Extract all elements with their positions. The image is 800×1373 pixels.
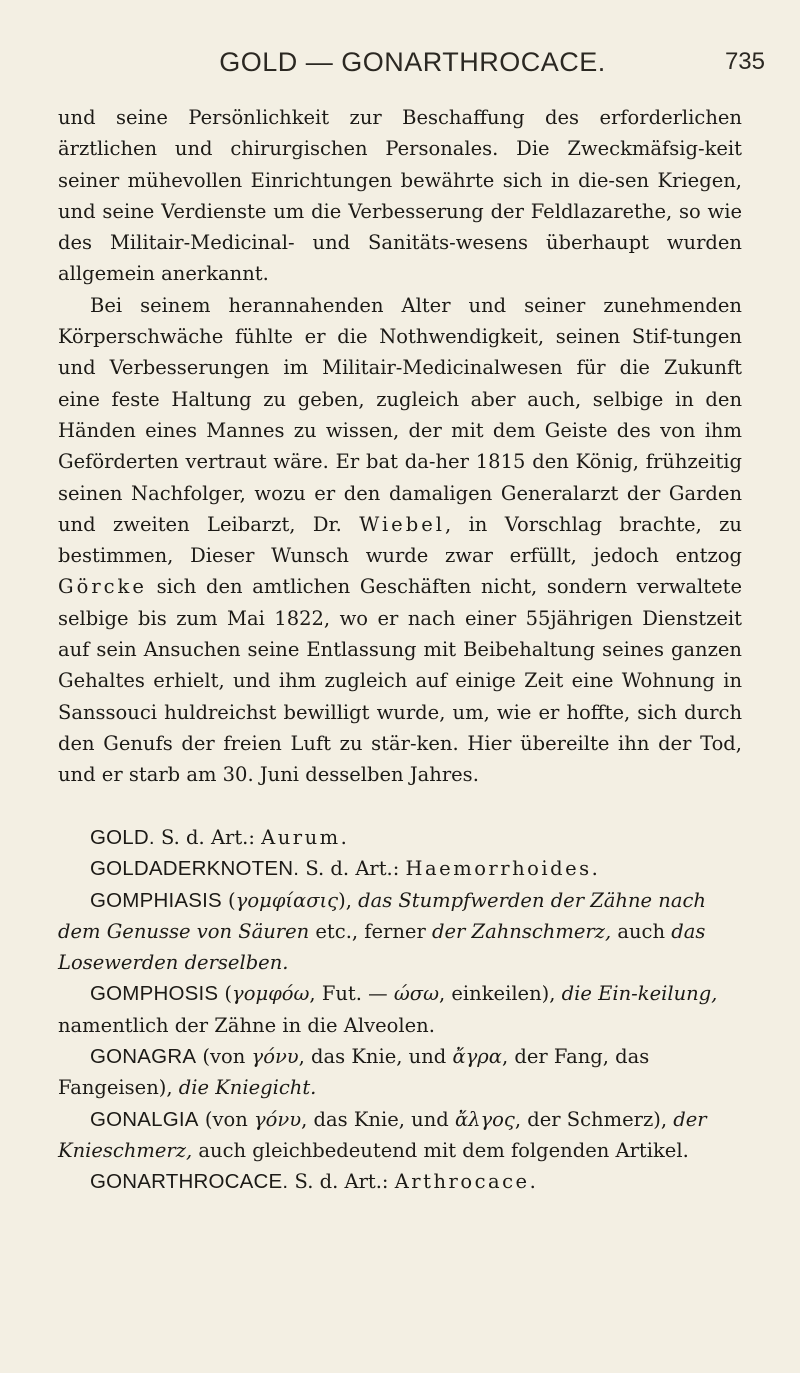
entry-text: (von — [202, 1045, 246, 1069]
entry-text: , der Fang, das Fangeisen), — [58, 1045, 650, 1100]
person-name: Görcke — [58, 575, 147, 599]
entry-gold — [58, 822, 742, 853]
entry-gomphiasis: GOMPHIASIS (γομφίασις), das Stumpfwerden der Zähne nach dem Genusse von Säuren etc., ferner der Zahnschmerz, auch das Losewerden derselben. — [58, 888, 706, 975]
entry-gonalgia — [58, 1104, 742, 1167]
entry-text: etc., ferner — [315, 919, 426, 943]
paragraph-text: , in Vorschlag brachte, zu bestimmen, Dieser Wunsch wurde zwar erfüllt, jedoch entzog — [58, 512, 742, 568]
entry-term: GOLD. — [90, 826, 155, 849]
paragraph-text: sich den amtlichen Geschäften nicht, sondern verwaltete selbige bis zum Mai 1822, wo er nach einer 55jährigen Dienstzeit auf sein Ansuchen seine Entlassung mit Beibehaltung seines ganzen Gehaltes erhielt, und ihm zugleich auf einige Zeit eine Wohnung in Sanssouci huldreichst bewilligt wurde, um, wie er hoffte, sich durch den Genufs der freien Luft zu stär-ken. Hier übereilte ihn der Tod, und er starb am 30. Juni desselben Jahres. — [58, 575, 742, 787]
entry-gomphosis: GOMPHOSIS (γομφόω, Fut. — ώσω, einkeilen), die Ein-keilung, namentlich der Zähne in die Alveolen. — [58, 982, 718, 1037]
page-header — [60, 42, 765, 82]
greek-word: ἄλγος — [454, 1107, 515, 1131]
page-number: 735 — [724, 48, 765, 75]
dictionary-entries — [58, 822, 742, 1198]
entry-text: , das Knie, und — [298, 1045, 447, 1069]
greek-word: ώσω — [393, 982, 439, 1006]
entry-text: auch — [617, 919, 666, 943]
definition: das Losewerden derselben. — [58, 919, 706, 975]
entry-term: GOLDADERKNOTEN. — [90, 857, 300, 881]
entry-text: auch gleichbedeutend mit dem folgenden Artikel. — [198, 1138, 689, 1162]
entry-text: namentlich der Zähne in die Alveolen. — [58, 1013, 435, 1037]
definition: die Ein-keilung, — [561, 982, 718, 1006]
entry-text: , das Knie, und — [301, 1107, 449, 1131]
entry-goldaderknoten — [58, 853, 742, 884]
greek-word: γομφόω — [232, 982, 310, 1006]
paragraph-biography — [58, 290, 742, 791]
entry-text: Fut. — — [321, 982, 388, 1006]
person-name: Wiebel — [359, 512, 445, 536]
cross-reference-target: Aurum. — [261, 826, 350, 849]
definition: der Zahnschmerz, — [432, 919, 612, 943]
paragraph-continuation: und seine Persönlichkeit zur Beschaffung des erforderlichen ärztlichen und chirurgischen Personales. Die Zweckmäfsig-keit seiner mühevollen Einrichtungen bewährte sich in die-sen Kriegen, und seine Verdienste um die Verbesserung der Feldlazarethe, so wie des Militair-Medicinal- und Sanitäts-wesens überhaupt wurden allgemein anerkannt. — [58, 106, 742, 286]
greek-word: γόνυ — [254, 1107, 302, 1131]
entry-text: (von — [204, 1107, 248, 1131]
body-text — [58, 102, 742, 791]
definition: die Kniegicht. — [178, 1076, 317, 1100]
cross-reference-target: Arthrocace. — [394, 1170, 539, 1194]
entry-text: , der Schmerz), — [514, 1107, 668, 1131]
definition: der Knieschmerz, — [58, 1107, 707, 1162]
entry-text: einkeilen), — [451, 982, 556, 1006]
entry-term: GOMPHIASIS — [90, 888, 222, 912]
cross-reference-target: Haemorrhoides. — [405, 857, 601, 881]
entry-term: GONAGRA — [90, 1045, 197, 1069]
greek-word: γόνυ — [251, 1045, 299, 1069]
paragraph-text: Bei seinem herannahenden Alter und seiner zunehmenden Körperschwäche fühlte er die Nothwendigkeit, seinen Stif-tungen und Verbesserungen im Militair-Medicinalwesen für die Zukunft eine feste Haltung zu geben, zugleich aber auch, selbige in den Händen eines Mannes zu wissen, der mit dem Geiste des von ihm Geförderten vertraut wäre. Er bat da-her 1815 den König, frühzeitig seinen Nachfolger, wozu er den damaligen Generalarzt der Garden und zweiten Leibarzt, Dr. — [58, 293, 742, 536]
cross-reference-label: S. d. Art.: — [294, 1170, 389, 1194]
entry-gonagra — [58, 1041, 742, 1104]
running-head: GOLD — GONARTHROCACE. — [219, 47, 606, 77]
definition: das Stumpfwerden der Zähne nach dem Genusse von Säuren — [58, 888, 706, 943]
greek-word: γομφίασις — [235, 888, 339, 912]
entry-gonarthrocace — [58, 1166, 742, 1197]
entry-term: GONALGIA — [90, 1107, 199, 1131]
entry-term: GONARTHROCACE. — [90, 1170, 289, 1194]
cross-reference-label: S. d. Art.: — [305, 857, 400, 881]
greek-word: ἄγρα — [452, 1045, 502, 1069]
entry-term: GOMPHOSIS — [90, 982, 219, 1006]
cross-reference-label: S. d. Art.: — [161, 826, 255, 849]
